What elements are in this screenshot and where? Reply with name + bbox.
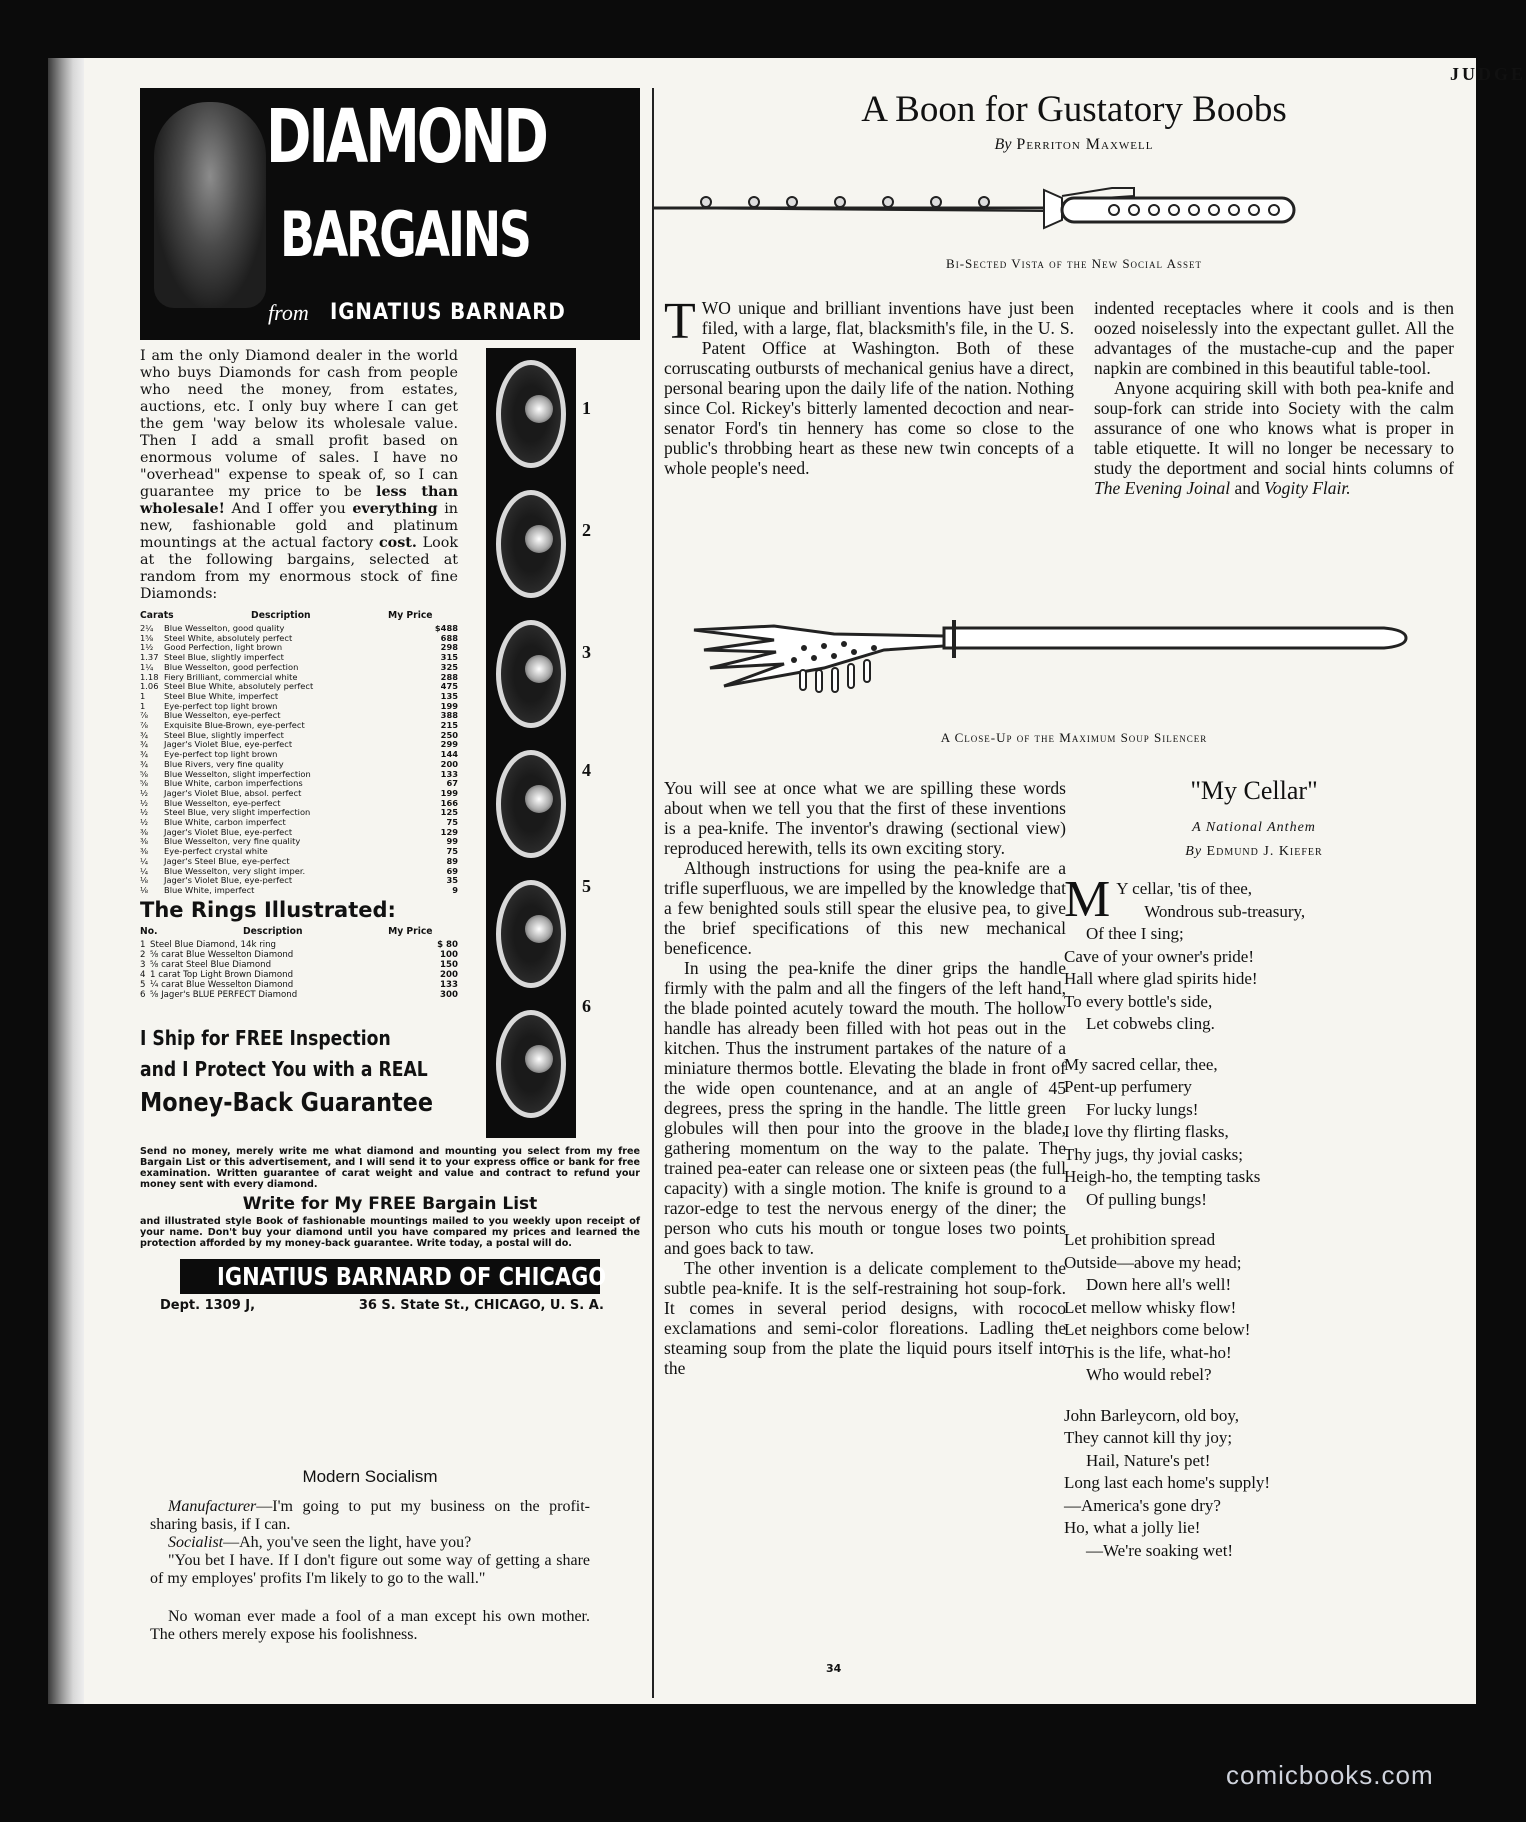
poem-line: Hail, Nature's pet! xyxy=(1086,1450,1211,1470)
soup-fork-illustration xyxy=(684,598,1424,708)
stock-row-cell: 9 xyxy=(452,884,458,895)
ring-row-cell: $ 80 xyxy=(437,939,458,950)
ring-image-3 xyxy=(496,620,566,728)
stock-row-cell: ½ xyxy=(140,797,149,808)
ring-row-cell: 4 xyxy=(140,969,146,980)
stock-row-cell: 199 xyxy=(440,700,458,711)
article-paragraph: Anyone acquiring skill with both pea-knife and soup-fork can stride into Society with the calm assurance of one who knows what is proper in table etiquette. It will no longer be necessary to study the deportment and social hints columns of The Evening Joinal and Vogity Flair. xyxy=(1094,378,1454,498)
ring-number: 3 xyxy=(582,642,591,662)
gem-icon xyxy=(525,655,553,683)
stock-row-cell: 2¼ xyxy=(140,623,154,633)
stock-row-cell: ⅞ xyxy=(140,720,149,731)
poem-line: Outside—above my head; xyxy=(1064,1252,1242,1272)
ring-row xyxy=(140,940,458,950)
poem-line: I love thy flirting flasks, xyxy=(1064,1122,1229,1141)
poem-line: For lucky lungs! xyxy=(1086,1099,1199,1119)
watermark: comicbooks.com xyxy=(1226,1760,1434,1790)
modern-socialism-item xyxy=(150,1468,590,1644)
gem-icon xyxy=(525,915,553,943)
stock-row-cell: ½ xyxy=(140,817,149,828)
stock-row-cell: 298 xyxy=(440,642,458,653)
book-spine xyxy=(48,58,84,1704)
stock-row-cell: Blue Wesselton, eye-perfect xyxy=(164,797,281,808)
stock-row-cell: 199 xyxy=(440,787,458,798)
poem-line: Pent-up perfumery xyxy=(1064,1077,1192,1096)
poem-stanza-2 xyxy=(1064,1054,1444,1212)
stock-row-cell: 200 xyxy=(440,758,458,769)
ad-dealer-name: IGNATIUS BARNARD xyxy=(330,300,566,325)
ring-number: 5 xyxy=(582,876,591,896)
stock-row-cell: Steel Blue White, imperfect xyxy=(164,690,279,701)
stock-row-cell: 215 xyxy=(440,720,458,731)
stock-row-cell: Jager's Violet Blue, eye-perfect xyxy=(164,739,293,750)
ring-row-cell: 3 xyxy=(140,959,146,970)
article-paragraph: In using the pea-knife the diner grips the handle firmly with the palm and all the fingers of the left hand, the blade pointed acutely toward the mouth. The hollow handle has already been filled with hot peas out in the kitchen. Thus the instrument partakes of the nature of a miniature thermos bottle. Elevating the blade in front of the wide open countenance, and at an angle of 45 degrees, press the spring in the handle. The little green globules will then pour into the groove in the blade, gathering momentum on the way to the palate. The trained pea-eater can release one or sixteen peas (the full capacity) with a single motion. The knife is ground to a razor-edge to test the nervous energy of the diner; the person who cuts his mouth or tongue loses two points and goes back to taw. xyxy=(664,958,1066,1258)
article-paragraph: The other invention is a delicate complement to the subtle pea-knife. It is the self-restraining hot soup-fork. It comes in several period designs, with rococo exclamations and semi-color floreations. Ladling the steaming soup from the plate the liquid pours itself into the xyxy=(664,1258,1066,1378)
stock-row-cell: 75 xyxy=(446,817,458,828)
gem-icon xyxy=(525,525,553,553)
stock-row-cell: 1.18 xyxy=(140,671,159,682)
gem-icon xyxy=(525,785,553,813)
portrait-image xyxy=(154,102,266,308)
poem-line: Down here all's well! xyxy=(1086,1275,1232,1294)
ring-row-cell: 5 xyxy=(140,979,146,990)
rings-table-header: No. Description My Price xyxy=(140,925,433,937)
dialog-line: "You bet I have. If I don't figure out some way of getting a share of my employes' profits I'm likely to go to the wall." xyxy=(150,1552,590,1587)
poem-line: Let mellow whisky flow! xyxy=(1064,1297,1237,1317)
stock-row-cell: 1 xyxy=(140,690,146,701)
stock-row-cell: 688 xyxy=(440,632,458,643)
stock-row-cell: $488 xyxy=(434,623,458,633)
stock-row-cell: Steel Blue White, absolutely perfect xyxy=(164,681,314,692)
ring-row-cell: ⅝ Jager's BLUE PERFECT Diamond xyxy=(150,989,298,1000)
article-title: A Boon for Gustatory Boobs xyxy=(861,89,1287,130)
poem-line: They cannot kill thy joy; xyxy=(1064,1428,1233,1447)
stock-row-cell: Blue Wesselton, slight imperfection xyxy=(164,768,311,779)
stock-row-cell: 388 xyxy=(440,710,458,721)
stock-row-cell: ⅝ xyxy=(140,768,149,779)
company-banner: IGNATIUS BARNARD OF CHICAGO xyxy=(180,1259,600,1294)
guarantee-block xyxy=(140,1020,480,1118)
poem-line: My sacred cellar, thee, xyxy=(1064,1054,1218,1074)
ship-line-2: and I Protect You with a REAL xyxy=(140,1057,428,1081)
poem-line: Who would rebel? xyxy=(1086,1365,1212,1384)
ring-row-cell: 6 xyxy=(140,989,146,1000)
poem-line: Let neighbors come below! xyxy=(1064,1320,1251,1339)
stock-row-cell: Exquisite Blue-Brown, eye-perfect xyxy=(164,720,305,731)
ring-row xyxy=(140,970,458,980)
ship-line-1: I Ship for FREE Inspection xyxy=(140,1026,391,1050)
ring-row xyxy=(140,960,458,970)
stock-row-cell: 325 xyxy=(440,661,458,672)
ring-image-5 xyxy=(496,880,566,988)
ad-intro: I am the only Diamond dealer in the world who buys Diamonds for cash from people who need the money, from estates, auctions, etc. I only buy where I can get the gem 'way below its wholesale value. Then I add a small profit based on enormous volume of sales. I have no "overhead" expense to speak of, so I can guarantee my price to be less than wholesale! And I offer you everything in new, fashionable gold and platinum mountings at the actual factory cost. Look at the following bargains, selected at random from my enormous stock of fine Diamonds: xyxy=(140,348,459,602)
stock-row-cell: Blue White, carbon imperfections xyxy=(164,778,303,789)
stock-row-cell: 288 xyxy=(440,671,458,682)
ad-body xyxy=(140,340,640,1313)
poem-byline: By Edmund J. Kiefer xyxy=(1185,844,1323,859)
stock-row-cell: Blue Wesselton, good quality xyxy=(164,623,285,633)
stock-row-cell: Jager's Violet Blue, eye-perfect xyxy=(164,875,293,886)
quip: No woman ever made a fool of a man except his own mother. The others merely expose his foolishness. xyxy=(150,1608,590,1643)
stock-row-cell: Eye-perfect top light brown xyxy=(164,700,278,711)
stock-row-cell: ¾ xyxy=(140,758,149,769)
poem-line: Let cobwebs cling. xyxy=(1086,1014,1215,1033)
stock-row-cell: Jager's Steel Blue, eye-perfect xyxy=(164,855,290,866)
poem-line: —We're soaking wet! xyxy=(1086,1540,1234,1560)
poem-line: Cave of your owner's pride! xyxy=(1064,946,1255,966)
stock-row-cell: ½ xyxy=(140,807,149,818)
stock-row-cell: ¾ xyxy=(140,739,149,750)
dialog-line: Socialist—Ah, you've seen the light, have you? xyxy=(168,1534,472,1551)
poem-stanza-3 xyxy=(1064,1229,1444,1387)
article-byline: By Perriton Maxwell xyxy=(994,136,1154,153)
rings-title: The Rings Illustrated: xyxy=(140,897,396,922)
stock-row-cell: ⅜ xyxy=(140,826,149,837)
ring-row-cell: 300 xyxy=(440,989,458,1000)
ring-row-cell: ⅝ carat Blue Wesselton Diamond xyxy=(150,949,294,960)
poem-line: Thy jugs, thy jovial casks; xyxy=(1064,1144,1243,1164)
stock-row-cell: ⅜ xyxy=(140,846,149,857)
column-rule xyxy=(652,88,654,1698)
caption-fork: A Close-Up of the Maximum Soup Silencer xyxy=(940,730,1208,745)
ad-copy xyxy=(140,348,458,1000)
ring-row-cell: ⅝ carat Steel Blue Diamond xyxy=(150,959,272,970)
poem-stanza-1 xyxy=(1064,871,1444,1036)
modern-socialism-title: Modern Socialism xyxy=(302,1467,438,1486)
rings-table xyxy=(140,940,458,1000)
stock-row-cell: 135 xyxy=(440,690,458,701)
ring-image-2 xyxy=(496,490,566,598)
ship-line-3: Money-Back Guarantee xyxy=(140,1088,434,1118)
ring-row-cell: 200 xyxy=(440,969,458,980)
stock-row-cell: ⅛ xyxy=(140,884,149,895)
stock-row-cell: 129 xyxy=(440,826,458,837)
stock-row-cell: Jager's Violet Blue, eye-perfect xyxy=(164,826,293,837)
poem-subtitle: A National Anthem xyxy=(1192,820,1316,835)
poem-title: "My Cellar" xyxy=(1190,776,1318,805)
ring-row-cell: 150 xyxy=(440,959,458,970)
stock-row-cell: Blue White, imperfect xyxy=(164,884,255,895)
page-edge xyxy=(1476,40,1500,1720)
article-column-1-bottom xyxy=(664,778,1066,1378)
article-column-2-top xyxy=(1094,298,1454,498)
stock-row-cell: 69 xyxy=(446,865,458,876)
ring-row-cell: ¼ carat Blue Wesselton Diamond xyxy=(150,979,294,990)
ring-number: 6 xyxy=(582,996,591,1016)
article-column-1-top xyxy=(664,293,1074,478)
ring-row xyxy=(140,990,458,1000)
stock-row-cell: 89 xyxy=(446,855,458,866)
stock-row-cell: Good Perfection, light brown xyxy=(164,642,283,653)
stock-row-cell: Blue White, carbon imperfect xyxy=(164,817,286,828)
ring-row-cell: 1 carat Top Light Brown Diamond xyxy=(150,969,294,980)
stock-row-cell: 1¼ xyxy=(140,661,154,672)
poem-my-cellar xyxy=(1064,776,1444,1562)
stock-row-cell: 299 xyxy=(440,739,458,750)
stock-row-cell: ½ xyxy=(140,787,149,798)
article-paragraph: indented receptacles where it cools and is then oozed noiselessly into the expectant gullet. All the advantages of the mustache-cup and the paper napkin are combined in this beautiful table-tool. xyxy=(1094,298,1454,378)
page-number: 34 xyxy=(826,1662,842,1675)
stock-row-cell: ¾ xyxy=(140,749,149,760)
stock-row-cell: ¾ xyxy=(140,729,149,740)
stock-row-cell: ⅝ xyxy=(140,778,149,789)
ad-headline-bargains: BARGAINS xyxy=(280,198,530,271)
stock-row-cell: 1⅝ xyxy=(140,632,154,643)
stock-row-cell: ¼ xyxy=(140,855,149,866)
ring-number: 4 xyxy=(582,760,591,780)
stock-row-cell: Jager's Violet Blue, absol. perfect xyxy=(164,787,302,798)
stock-row-cell: Eye-perfect crystal white xyxy=(164,846,268,857)
stock-table xyxy=(140,624,458,896)
stock-row-cell: Blue Rivers, very fine quality xyxy=(164,758,284,769)
ring-row-cell: 133 xyxy=(440,979,458,990)
stock-row-cell: 315 xyxy=(440,652,458,663)
ring-row xyxy=(140,980,458,990)
stock-row-cell: Blue Wesselton, very slight imper. xyxy=(164,865,306,876)
diamond-advertisement xyxy=(140,88,640,1313)
ad-headline-diamond: DIAMOND xyxy=(266,94,546,180)
dialog-line: Manufacturer—I'm going to put my business on the profit-sharing basis, if I can. xyxy=(150,1498,590,1533)
poem-line: Ho, what a jolly lie! xyxy=(1064,1518,1201,1537)
stock-row-cell: Steel Blue, slightly imperfect xyxy=(164,652,284,663)
magazine-page xyxy=(84,58,1526,1704)
ad-footer xyxy=(140,1146,640,1313)
stock-row-cell: Steel Blue, very slight imperfection xyxy=(164,807,311,818)
ad-from: from xyxy=(268,300,309,325)
poem-line: M Y cellar, 'tis of thee, Wondrous sub-treasury, xyxy=(1064,871,1306,928)
stock-row-cell: ⅛ xyxy=(140,875,149,886)
poem-stanza-4 xyxy=(1064,1405,1444,1563)
stock-row-cell: ⅞ xyxy=(140,710,149,721)
poem-line: Of thee I sing; xyxy=(1086,924,1184,943)
stock-row-cell: Blue Wesselton, eye-perfect xyxy=(164,710,281,721)
pea-knife-illustration xyxy=(644,178,1444,238)
stock-row-cell: ⅜ xyxy=(140,836,149,847)
ring-number: 2 xyxy=(582,520,591,540)
poem-line: To every bottle's side, xyxy=(1064,991,1213,1011)
stock-row-cell: Steel White, absolutely perfect xyxy=(164,632,293,643)
ring-image-4 xyxy=(496,750,566,858)
send-text: Send no money, merely write me what diamond and mounting you select from my free Bargain List or this advertisement, and I will send it to your express office or bank for free examination. Written guarantee of carat weight and value and contract to refund your money sent with every diamond. xyxy=(140,1146,640,1190)
ring-row xyxy=(140,950,458,960)
poem-line: —America's gone dry? xyxy=(1064,1495,1221,1515)
ring-image-1 xyxy=(496,360,566,468)
poem-line: Long last each home's supply! xyxy=(1064,1473,1271,1492)
stock-row-cell: Blue Wesselton, good perfection xyxy=(164,661,299,672)
company-address: Dept. 1309 J, 36 S. State St., CHICAGO, U. S. A. xyxy=(160,1298,604,1313)
stock-row-cell: 166 xyxy=(440,797,458,808)
stock-row-cell: 125 xyxy=(440,807,458,818)
illus-text: and illustrated style Book of fashionable mountings mailed to you weekly upon receipt of your name. Don't buy your diamond until you have compared my prices and learned the protection afforded by my money-back guarantee. Write today, a postal will do. xyxy=(140,1216,640,1249)
ad-header xyxy=(140,88,640,340)
stock-row-cell: Eye-perfect top light brown xyxy=(164,749,278,760)
article-paragraph: You will see at once what we are spilling these words about when we tell you that the first of these inventions is a pea-knife. The inventor's drawing (sectional view) reproduced herewith, tells its own exciting story. xyxy=(664,778,1066,858)
stock-row-cell: 475 xyxy=(440,681,458,692)
stock-row-cell: 75 xyxy=(446,846,458,857)
article-paragraph: TWO unique and brilliant inventions have just been filed, with a large, flat, blacksmith's file, in the U. S. Patent Office at Washington. Both of these corruscating outbursts of mechanical genius have a direct, personal bearing upon the daily life of the nation. Nothing since Col. Rickey's bitterly lamented decoction and near-senator Ford's tin hennery has come so close to the public's throbbing heart as these new twin concepts of a whole people's need. xyxy=(664,293,1074,478)
poem-line: This is the life, what-ho! xyxy=(1064,1342,1232,1362)
ring-number: 1 xyxy=(582,398,591,418)
stock-table-header: Carats Description My Price xyxy=(140,610,433,621)
stock-row-cell: 1 xyxy=(140,700,146,711)
ring-row-cell: Steel Blue Diamond, 14k ring xyxy=(150,939,277,950)
write-title: Write for My FREE Bargain List xyxy=(242,1194,538,1214)
stock-row-cell: 1.06 xyxy=(140,681,159,692)
poem-line: Hall where glad spirits hide! xyxy=(1064,969,1258,988)
ring-row-cell: 100 xyxy=(440,949,458,960)
gem-icon xyxy=(525,1045,553,1073)
stock-row-cell: 133 xyxy=(440,768,458,779)
stock-row-cell: 1½ xyxy=(140,642,154,653)
caption-knife: Bi-Sected Vista of the New Social Asset xyxy=(946,256,1202,271)
gem-icon xyxy=(525,395,553,423)
poem-line: John Barleycorn, old boy, xyxy=(1064,1405,1240,1425)
stock-row-cell: Blue Wesselton, very fine quality xyxy=(164,836,301,847)
poem-line: Heigh-ho, the tempting tasks xyxy=(1064,1167,1261,1186)
poem-line: Let prohibition spread xyxy=(1064,1230,1216,1249)
ring-row-cell: 1 xyxy=(140,939,146,950)
stock-row-cell: 250 xyxy=(440,729,458,740)
stock-row-cell: 144 xyxy=(440,749,458,760)
stock-row-cell: ¼ xyxy=(140,865,149,876)
ring-row-cell: 2 xyxy=(140,949,146,960)
stock-row-cell: 67 xyxy=(446,778,458,789)
stock-row-cell: 99 xyxy=(446,836,458,847)
masthead: JUDGE xyxy=(1450,64,1526,84)
rings-illustration xyxy=(486,348,576,1138)
stock-row-cell: 1.37 xyxy=(140,652,159,663)
article-paragraph: Although instructions for using the pea-knife are a trifle superfluous, we are impelled by the knowledge that a few benighted souls still spear the elusive pea, to give the brief specifications of this new mechanical beneficence. xyxy=(664,858,1066,958)
stock-row-cell: Steel Blue, slightly imperfect xyxy=(164,729,284,740)
ring-image-6 xyxy=(496,1010,566,1118)
stock-row xyxy=(140,886,458,896)
stock-row-cell: Fiery Brilliant, commercial white xyxy=(164,671,298,682)
poem-line: Of pulling bungs! xyxy=(1086,1189,1207,1209)
stock-row-cell: 35 xyxy=(446,875,458,886)
